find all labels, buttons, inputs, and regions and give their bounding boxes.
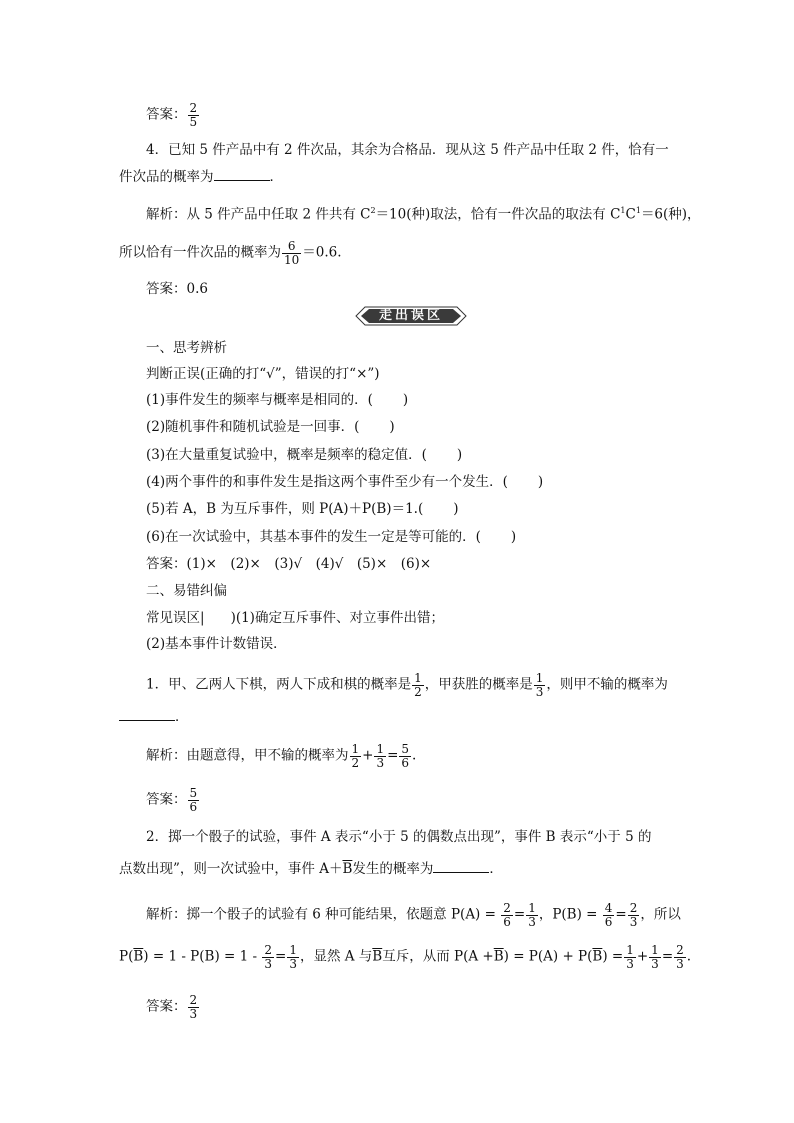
judge-item-5: (5)若 A，B 为互斥事件，则 P(A)＋P(B)＝1.( ): [146, 501, 459, 517]
question-4-solution-line2: 所以恰有一件次品的概率为 $\frac{6}{10}$ ＝0.6.: [119, 239, 342, 267]
problem-1-answer: 答案： $\frac{5}{6}$: [146, 786, 198, 814]
fraction: $\frac{2}{6}$: [503, 901, 511, 929]
fraction: $\frac{2}{3}$: [676, 943, 684, 971]
fraction: $\frac{2}{3}$: [629, 901, 638, 929]
fraction: $\frac{2}{3}$: [264, 943, 272, 971]
question-4-line2: 件次品的概率为 ．: [119, 169, 283, 185]
judge-item-3: (3)在大量重复试验中，概率是频率的稳定值．( ): [146, 447, 463, 463]
judge-item-6: (6)在一次试验中，其基本事件的发生一定是等可能的．( ): [146, 529, 517, 545]
fraction: $\frac{5}{6}$: [401, 742, 410, 770]
problem-1-solution: 解析：由题意得，甲不输的概率为 $\frac{1}{2}$ + $\frac{1}{3}$ = $\frac{5}{6}$ .: [146, 742, 417, 770]
question-4-solution-line1: 解析：从 5 件产品中任取 2 件共有 $C^2=10$(种)取法，恰有一件次品的取法有 $C^1C^1=6$(种)，: [146, 206, 701, 223]
section-1-title: 一、思考辨析: [146, 340, 227, 356]
fraction: $\frac{4}{6}$: [604, 901, 613, 929]
judge-item-2: (2)随机事件和随机试验是一回事．( ): [146, 419, 395, 435]
problem-2-solution-line1: 解析：掷一个骰子的试验有 6 种可能结果，依题意 P(A) = $\frac{2}{6}$ = $\frac{1}{3}$ ，P(B) = $\frac{4}{6}$ = $\frac{2}{3}$ ，所以: [146, 901, 681, 929]
fraction: $\frac{1}{3}$: [651, 943, 659, 971]
answer-line-a: [146, 102, 200, 128]
problem-1-line1: 1．甲、乙两人下棋，两人下成和棋的概率是 $\frac{1}{2}$ ，甲获胜的概率是 $\frac{1}{3}$ ，则甲不输的概率为: [146, 671, 668, 699]
answer-blank: [433, 860, 489, 873]
fraction: $\frac{1}{2}$: [351, 742, 360, 770]
judge-item-4: (4)两个事件的和事件发生是指这两个事件至少有一个发生．( ): [146, 474, 544, 490]
fraction: $\frac{1}{3}$: [289, 943, 297, 971]
fraction: $\frac{2}{5}$: [189, 101, 198, 129]
question-4-line1: 4．已知 5 件产品中有 2 件次品，其余为合格品．现从这 5 件产品中任取 2 件，恰有一: [146, 142, 669, 158]
fraction: $\frac{1}{3}$: [535, 671, 544, 699]
fraction: $\frac{1}{2}$: [414, 671, 422, 699]
problem-2-answer: 答案： $\frac{2}{3}$: [146, 993, 198, 1021]
section-banner: [355, 306, 467, 326]
fraction: $\frac{6}{10}$: [284, 239, 300, 267]
fraction: $\frac{1}{3}$: [376, 742, 385, 770]
section-1-answer: 答案：(1)× (2)× (3)√ (4)√ (5)× (6)×: [146, 556, 432, 572]
judge-item-1: (1)事件发生的频率与概率是相同的．( ): [146, 392, 409, 408]
problem-2-line1: 2．掷一个骰子的试验，事件 A 表示“小于 5 的偶数点出现”，事件 B 表示“小于 5 的: [146, 829, 652, 845]
question-4-answer: 答案：0.6: [146, 281, 208, 297]
fraction: $\frac{5}{6}$: [189, 786, 198, 814]
fraction: $\frac{2}{3}$: [189, 993, 198, 1021]
answer-blank: [119, 708, 175, 721]
fraction: $\frac{1}{3}$: [528, 901, 536, 929]
problem-2-solution-line2: $P(\overline{B}) = 1 - P(B) = 1$ - $\frac{2}{3}$ = $\frac{1}{3}$ ，显然 A 与$\overline{B}$互斥，从而 $P(A +\overline{B}) = P(A) + P(\overline{B})$ = $\frac{1}{3}$ + $\frac{1}{3}$ = $\frac{2}{3}$ .: [119, 943, 692, 971]
section-1-intro: 判断正误(正确的打“√”，错误的打“×”): [146, 366, 380, 382]
common-mistakes-line1: 常见误区| )(1)确定互斥事件、对立事件出错；: [146, 610, 444, 626]
answer-blank: [214, 168, 270, 181]
problem-1-line2: ．: [119, 708, 189, 726]
banner-title: 走出误区: [378, 308, 443, 323]
fraction: $\frac{1}{3}$: [626, 943, 634, 971]
section-2-title: 二、易错纠偏: [146, 583, 227, 599]
problem-2-line2: 点数出现”，则一次试验中，事件 $A+\overline{B}$发生的概率为 ．: [119, 861, 503, 877]
common-mistakes-line2: (2)基本事件计数错误．: [146, 636, 287, 652]
answer-label: 答案：: [146, 106, 187, 123]
